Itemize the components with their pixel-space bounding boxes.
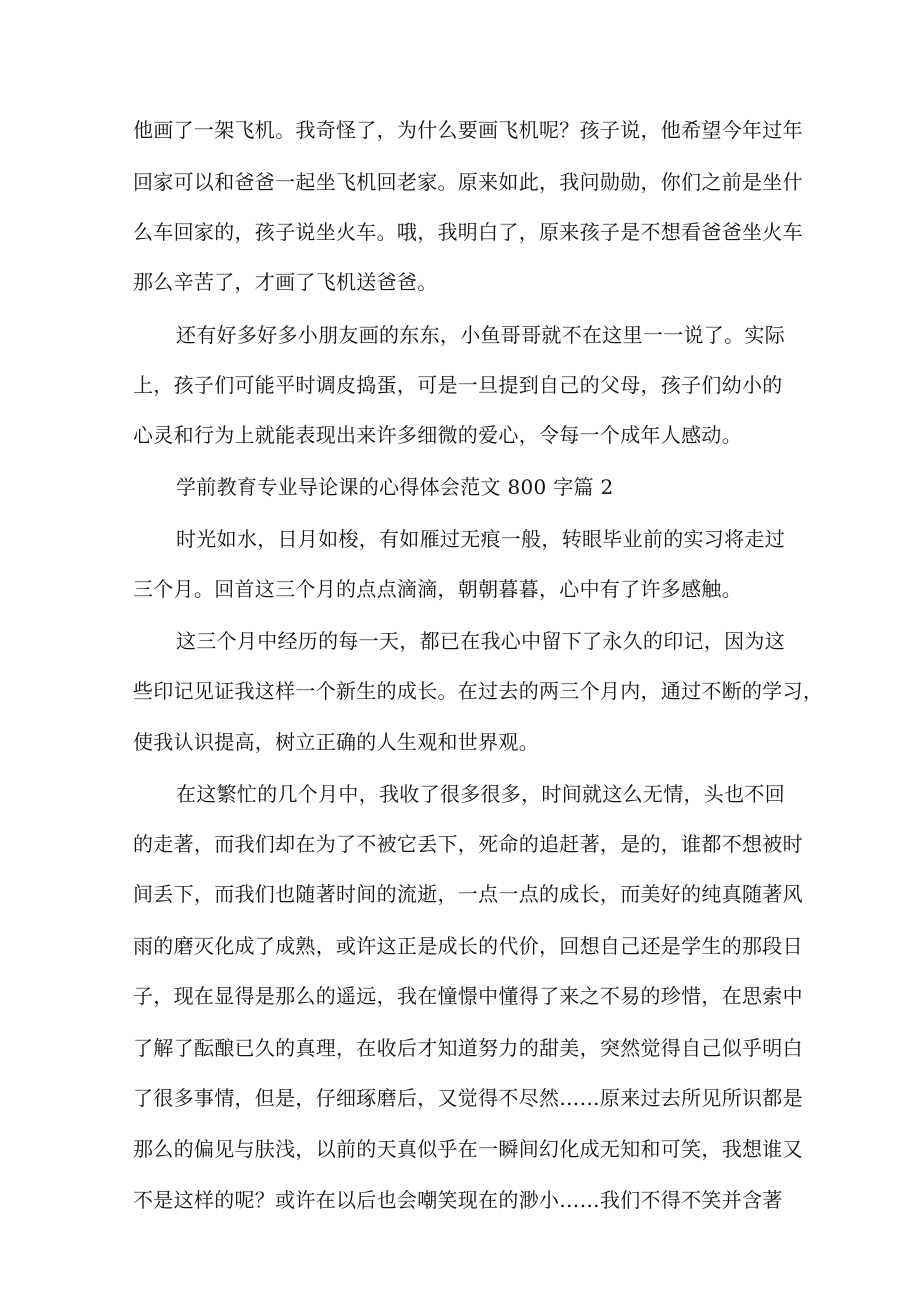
text-line: 那么的偏见与肤浅，以前的天真似乎在一瞬间幻化成无知和可笑，我想谁又 [133, 1137, 803, 1161]
text-line: 了解了酝酿已久的真理，在收后才知道努力的甜美，突然觉得自己似乎明白 [133, 1036, 803, 1060]
text-line: 时光如水，日月如梭，有如雁过无痕一般，转眼毕业前的实习将走过 [176, 527, 785, 551]
text-line: 雨的磨灭化成了成熟，或许这正是成长的代价，回想自己还是学生的那段日 [133, 934, 803, 958]
text-line: 在这繁忙的几个月中，我收了很多很多，时间就这么无情，头也不回 [176, 782, 785, 806]
text-line: 么车回家的，孩子说坐火车。哦，我明白了，原来孩子是不想看爸爸坐火车 [133, 220, 803, 244]
text-line: 上，孩子们可能平时调皮捣蛋，可是一旦提到自己的父母，孩子们幼小的 [133, 373, 783, 397]
text-line: 回家可以和爸爸一起坐飞机回老家。原来如此，我问勋勋，你们之前是坐什 [133, 170, 803, 194]
text-line: 三个月。回首这三个月的点点滴滴，朝朝暮暮，心中有了许多感触。 [133, 577, 742, 601]
text-line: 些印记见证我这样一个新生的成长。在过去的两三个月内，通过不断的学习， [133, 679, 824, 703]
text-line: 的走著，而我们却在为了不被它丢下，死命的追赶著，是的，谁都不想被时 [133, 832, 803, 856]
text-line: 心灵和行为上就能表现出来许多细微的爱心，令每一个成年人感动。 [133, 423, 742, 447]
text-line: 这三个月中经历的每一天，都已在我心中留下了永久的印记，因为这 [176, 629, 785, 653]
text-line: 还有好多好多小朋友画的东东，小鱼哥哥就不在这里一一说了。实际 [176, 323, 785, 347]
text-line: 那么辛苦了，才画了飞机送爸爸。 [133, 270, 438, 294]
text-line: 间丢下，而我们也随著时间的流逝，一点一点的成长，而美好的纯真随著风 [133, 882, 803, 906]
heading-text: 学前教育专业导论课的心得体会范文 800 字篇 2 [176, 475, 614, 499]
text-line: 他画了一架飞机。我奇怪了，为什么要画飞机呢？孩子说，他希望今年过年 [133, 118, 803, 142]
text-line: 了很多事情，但是，仔细琢磨后，又觉得不尽然……原来过去所见所识都是 [133, 1086, 803, 1110]
text-line: 不是这样的呢？或许在以后也会嘲笑现在的渺小……我们不得不笑并含著 [133, 1188, 783, 1212]
text-line: 使我认识提高，树立正确的人生观和世界观。 [133, 730, 539, 754]
text-line: 子，现在显得是那么的遥远，我在憧憬中懂得了来之不易的珍惜，在思索中 [133, 984, 803, 1008]
